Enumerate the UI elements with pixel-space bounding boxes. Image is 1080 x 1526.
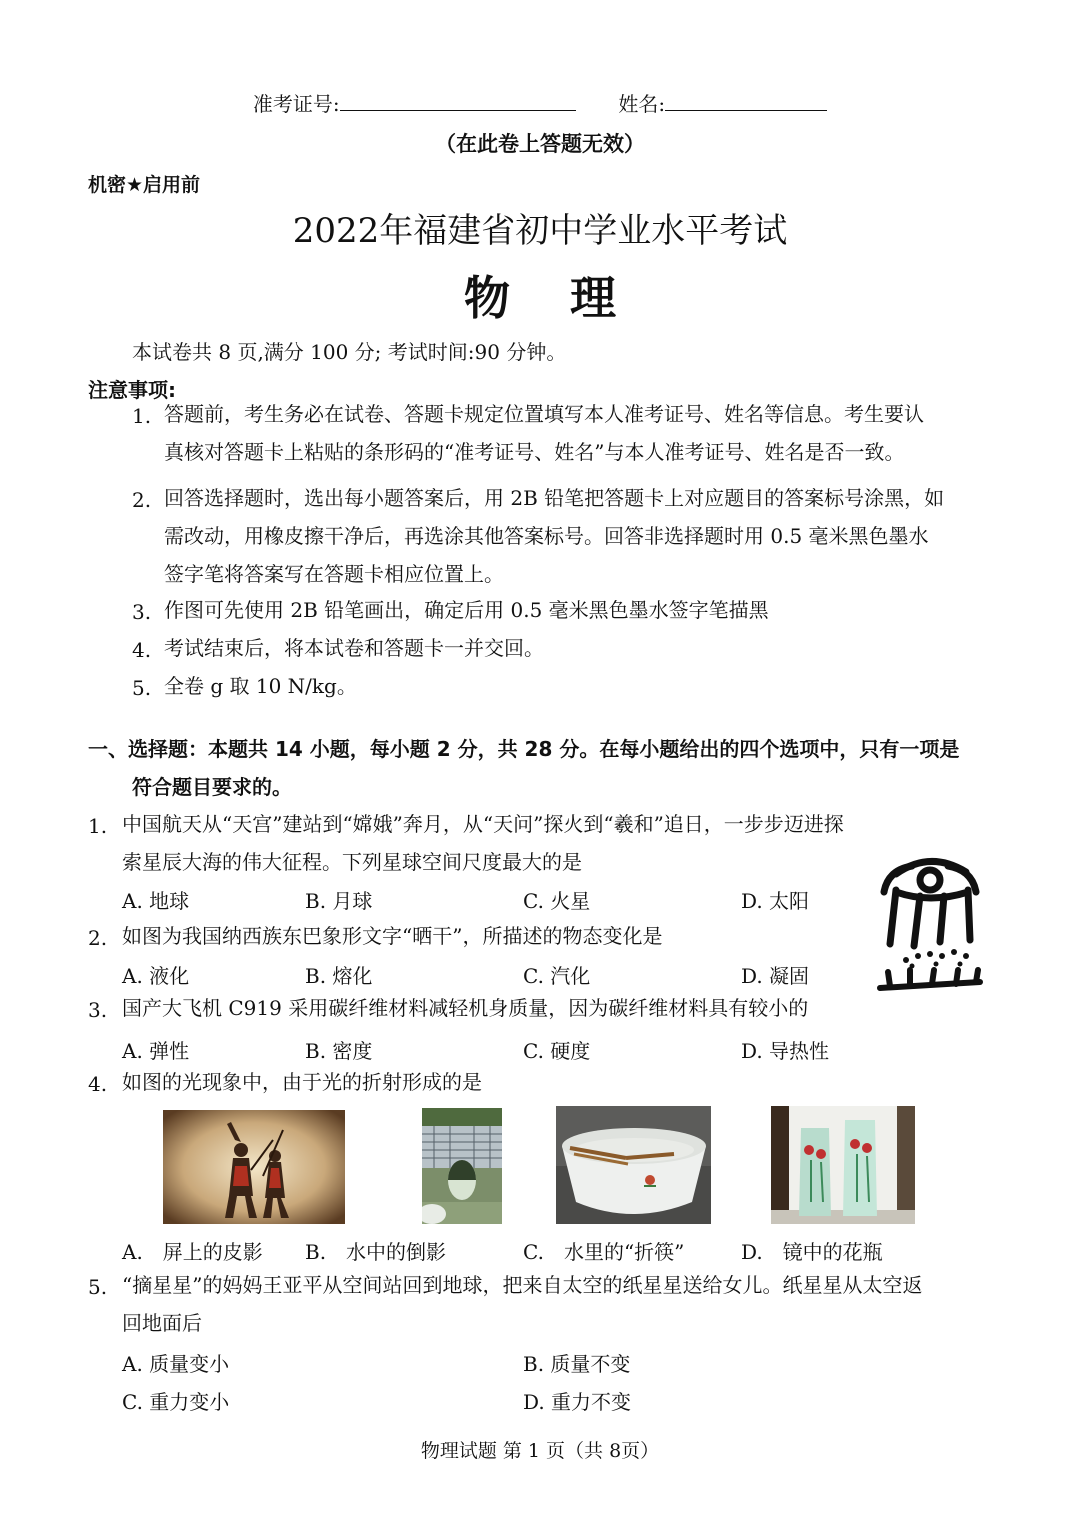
dongba-pictograph-image [866,852,994,996]
option-b: B. 水中的倒影 [305,1240,447,1264]
exam-title: 2022年福建省初中学业水平考试 [292,211,788,251]
note-line: 签字笔将答案写在答题卡相应位置上。 [164,562,504,586]
note-line: 考试结束后，将本试卷和答题卡一并交回。 [164,636,544,660]
option-c: C. 汽化 [523,964,591,988]
option-d: D. 导热性 [741,1039,830,1063]
option-b: B. 质量不变 [523,1352,631,1376]
note-number: 4. [132,638,152,662]
question-text: 回地面后 [122,1311,202,1335]
exam-id-label: 准考证号: [252,92,340,116]
note-number: 1. [132,404,152,428]
name-blank [665,92,827,111]
note-line: 作图可先使用 2B 铅笔画出，确定后用 0.5 毫米黑色墨水签字笔描黑 [164,598,769,622]
notes-heading: 注意事项: [88,378,176,402]
name-label: 姓名: [618,92,666,116]
option-a: A. 屏上的皮影 [122,1240,263,1264]
note-number: 5. [132,676,152,700]
option-a: A. 弹性 [122,1039,190,1063]
option-c: C. 重力变小 [122,1390,230,1414]
note-line: 全卷 g 取 10 N/kg。 [164,674,357,698]
question-text: 如图为我国纳西族东巴象形文字“晒干”，所描述的物态变化是 [122,924,663,948]
question-text: 国产大飞机 C919 采用碳纤维材料减轻机身质量，因为碳纤维材料具有较小的 [122,996,809,1020]
note-line: 回答选择题时，选出每小题答案后，用 2B 铅笔把答题卡上对应题目的答案标号涂黑，如 [164,486,945,510]
question-number: 4. [88,1072,108,1096]
option-a: A. 地球 [122,889,190,913]
question-text: 如图的光现象中，由于光的折射形成的是 [122,1070,482,1094]
page-footer: 物理试题 第 1 页（共 8页） [420,1440,660,1462]
option-b: B. 熔化 [305,964,373,988]
option-b: B. 月球 [305,889,373,913]
question-text: “摘星星”的妈妈王亚平从空间站回到地球，把来自太空的纸星星送给女儿。纸星星从太空返 [122,1273,923,1297]
question-number: 1. [88,814,108,838]
section-heading: 一、选择题：本题共 14 小题，每小题 2 分，共 28 分。在每小题给出的四个选项中，只有一项是 [88,737,960,761]
notes-list [0,404,1080,704]
exam-id-blank [340,92,576,111]
note-number: 3. [132,600,152,624]
secret-label: 机密★启用前 [88,174,201,196]
question-number: 5. [88,1275,108,1299]
question-number: 2. [88,926,108,950]
option-d: D. 太阳 [741,889,810,913]
note-line: 真核对答题卡上粘贴的条形码的“准考证号、姓名”与本人准考证号、姓名是否一致。 [164,440,905,464]
option-d: D. 重力不变 [523,1390,632,1414]
shadow-puppet-image [163,1110,345,1224]
question-number: 3. [88,998,108,1022]
option-d: D. 凝固 [741,964,810,988]
exam-header-fields [0,88,1080,117]
invalid-notice: （在此卷上答题无效） [435,132,645,156]
note-line: 需改动，用橡皮擦干净后，再选涂其他答案标号。回答非选择题时用 0.5 毫米黑色墨水 [164,524,929,548]
option-a: A. 质量变小 [122,1352,230,1376]
option-c: C. 硬度 [523,1039,591,1063]
bridge-reflection-image [422,1108,502,1224]
option-b: B. 密度 [305,1039,373,1063]
option-a: A. 液化 [122,964,190,988]
intro-text: 本试卷共 8 页,满分 100 分; 考试时间:90 分钟。 [132,340,567,364]
bent-chopstick-image [556,1106,711,1224]
option-d: D. 镜中的花瓶 [741,1240,883,1264]
mirror-vase-image [771,1106,915,1224]
note-line: 答题前，考生务必在试卷、答题卡规定位置填写本人准考证号、姓名等信息。考生要认 [164,402,924,426]
question-text: 索星辰大海的伟大征程。下列星球空间尺度最大的是 [122,850,582,874]
option-c: C. 火星 [523,889,591,913]
section-heading-cont: 符合题目要求的。 [132,775,292,799]
question-text: 中国航天从“天宫”建站到“嫦娥”奔月，从“天问”探火到“羲和”追日，一步步迈进探 [122,812,844,836]
subject-title: 物理 [464,271,676,325]
option-c: C. 水里的“折筷” [523,1240,685,1264]
note-number: 2. [132,488,152,512]
